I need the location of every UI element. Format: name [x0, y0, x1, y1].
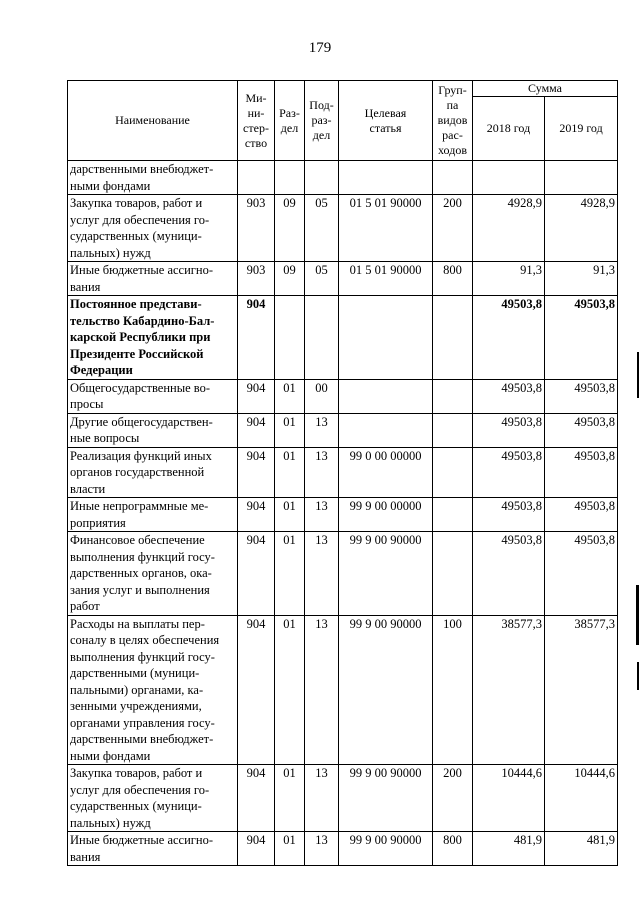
row-name: дарственными внебюджет- ными фондами — [68, 161, 238, 195]
row-sum-2019: 481,9 — [545, 832, 618, 866]
row-target-article: 99 9 00 90000 — [339, 765, 433, 832]
table-row — [68, 832, 618, 866]
table-header — [68, 81, 618, 161]
row-target-article: 99 0 00 00000 — [339, 447, 433, 498]
scan-edge-mark — [636, 585, 639, 645]
row-section: 09 — [275, 195, 305, 262]
row-ministry: 904 — [238, 498, 275, 532]
row-section: 01 — [275, 447, 305, 498]
row-sum-2019: 91,3 — [545, 262, 618, 296]
header-section: Раз- дел — [275, 81, 305, 161]
row-sum-2018: 481,9 — [473, 832, 545, 866]
row-ministry: 904 — [238, 615, 275, 765]
row-sum-2018: 49503,8 — [473, 498, 545, 532]
row-name: Иные бюджетные ассигно- вания — [68, 832, 238, 866]
row-ministry — [238, 161, 275, 195]
table-row — [68, 413, 618, 447]
row-expense-group: 200 — [433, 195, 473, 262]
row-sum-2019 — [545, 161, 618, 195]
header-expense-group: Груп- па видов рас- ходов — [433, 81, 473, 161]
table-row — [68, 615, 618, 765]
header-target-article: Целевая статья — [339, 81, 433, 161]
row-name: Общегосударственные во- просы — [68, 379, 238, 413]
row-sum-2018: 10444,6 — [473, 765, 545, 832]
table-row — [68, 262, 618, 296]
table-row — [68, 195, 618, 262]
row-subsection: 05 — [305, 195, 339, 262]
row-sum-2018: 49503,8 — [473, 447, 545, 498]
row-subsection: 13 — [305, 447, 339, 498]
row-section: 01 — [275, 532, 305, 616]
page-number: 179 — [308, 40, 332, 56]
row-section: 01 — [275, 765, 305, 832]
row-section — [275, 296, 305, 380]
row-sum-2018: 4928,9 — [473, 195, 545, 262]
row-target-article — [339, 413, 433, 447]
row-sum-2019: 49503,8 — [545, 532, 618, 616]
row-name: Иные бюджетные ассигно- вания — [68, 262, 238, 296]
row-target-article: 01 5 01 90000 — [339, 262, 433, 296]
scan-edge-mark — [637, 352, 639, 398]
scan-edge-mark — [637, 662, 639, 690]
row-target-article: 99 9 00 90000 — [339, 832, 433, 866]
row-expense-group: 200 — [433, 765, 473, 832]
row-ministry: 904 — [238, 296, 275, 380]
row-name: Закупка товаров, работ и услуг для обеспечения го- сударственных (муници- пальных) нужд — [68, 765, 238, 832]
row-sum-2019: 49503,8 — [545, 379, 618, 413]
row-name: Иные непрограммные ме- роприятия — [68, 498, 238, 532]
row-subsection: 05 — [305, 262, 339, 296]
row-target-article — [339, 161, 433, 195]
row-subsection: 13 — [305, 765, 339, 832]
row-expense-group: 800 — [433, 832, 473, 866]
row-ministry: 904 — [238, 832, 275, 866]
row-expense-group — [433, 447, 473, 498]
row-expense-group — [433, 498, 473, 532]
table-row — [68, 498, 618, 532]
row-sum-2019: 10444,6 — [545, 765, 618, 832]
row-expense-group — [433, 379, 473, 413]
row-sum-2019: 49503,8 — [545, 498, 618, 532]
row-sum-2018 — [473, 161, 545, 195]
row-subsection: 00 — [305, 379, 339, 413]
row-target-article: 01 5 01 90000 — [339, 195, 433, 262]
row-expense-group — [433, 296, 473, 380]
row-subsection — [305, 296, 339, 380]
row-ministry: 904 — [238, 447, 275, 498]
row-ministry: 904 — [238, 379, 275, 413]
row-target-article: 99 9 00 90000 — [339, 532, 433, 616]
header-name: Наименование — [68, 81, 238, 161]
row-subsection: 13 — [305, 498, 339, 532]
table-row — [68, 379, 618, 413]
row-ministry: 903 — [238, 262, 275, 296]
row-sum-2019: 49503,8 — [545, 413, 618, 447]
row-sum-2019: 38577,3 — [545, 615, 618, 765]
row-target-article — [339, 379, 433, 413]
row-expense-group — [433, 532, 473, 616]
row-expense-group: 100 — [433, 615, 473, 765]
row-section: 01 — [275, 615, 305, 765]
header-subsection: Под- раз- дел — [305, 81, 339, 161]
header-year-2018: 2018 год — [473, 97, 545, 161]
row-subsection: 13 — [305, 532, 339, 616]
row-sum-2019: 49503,8 — [545, 447, 618, 498]
budget-table — [67, 80, 618, 866]
row-sum-2019: 49503,8 — [545, 296, 618, 380]
table-row — [68, 765, 618, 832]
row-name: Финансовое обеспечение выполнения функций госу- дарственных органов, ока- зания услуг и выполнения работ — [68, 532, 238, 616]
header-ministry: Ми- ни- стер- ство — [238, 81, 275, 161]
row-sum-2018: 49503,8 — [473, 413, 545, 447]
row-target-article: 99 9 00 00000 — [339, 498, 433, 532]
row-section: 09 — [275, 262, 305, 296]
row-expense-group — [433, 413, 473, 447]
row-section — [275, 161, 305, 195]
row-sum-2019: 4928,9 — [545, 195, 618, 262]
row-section: 01 — [275, 379, 305, 413]
row-sum-2018: 38577,3 — [473, 615, 545, 765]
row-expense-group — [433, 161, 473, 195]
row-sum-2018: 49503,8 — [473, 532, 545, 616]
table-row — [68, 161, 618, 195]
header-sum: Сумма — [473, 81, 618, 97]
row-ministry: 903 — [238, 195, 275, 262]
row-section: 01 — [275, 832, 305, 866]
row-ministry: 904 — [238, 765, 275, 832]
header-year-2019: 2019 год — [545, 97, 618, 161]
row-sum-2018: 49503,8 — [473, 379, 545, 413]
row-subsection: 13 — [305, 615, 339, 765]
row-subsection: 13 — [305, 413, 339, 447]
row-ministry: 904 — [238, 413, 275, 447]
row-expense-group: 800 — [433, 262, 473, 296]
row-section: 01 — [275, 413, 305, 447]
table-row — [68, 447, 618, 498]
row-subsection: 13 — [305, 832, 339, 866]
row-sum-2018: 49503,8 — [473, 296, 545, 380]
row-name: Расходы на выплаты пер- соналу в целях обеспечения выполнения функций госу- дарственными (муници- пальными) органами, ка- зенными учреждениями, органами управления госу- дарственными внебюджет- ными фондами — [68, 615, 238, 765]
table-row — [68, 532, 618, 616]
row-name: Постоянное представи- тельство Кабардино-Бал- карской Республики при Президенте Российской Федерации — [68, 296, 238, 380]
table-body — [68, 161, 618, 866]
row-target-article: 99 9 00 90000 — [339, 615, 433, 765]
table-row — [68, 296, 618, 380]
row-name: Другие общегосударствен- ные вопросы — [68, 413, 238, 447]
row-subsection — [305, 161, 339, 195]
row-name: Закупка товаров, работ и услуг для обеспечения го- сударственных (муници- пальных) нужд — [68, 195, 238, 262]
row-ministry: 904 — [238, 532, 275, 616]
row-target-article — [339, 296, 433, 380]
row-sum-2018: 91,3 — [473, 262, 545, 296]
row-section: 01 — [275, 498, 305, 532]
row-name: Реализация функций иных органов государственной власти — [68, 447, 238, 498]
